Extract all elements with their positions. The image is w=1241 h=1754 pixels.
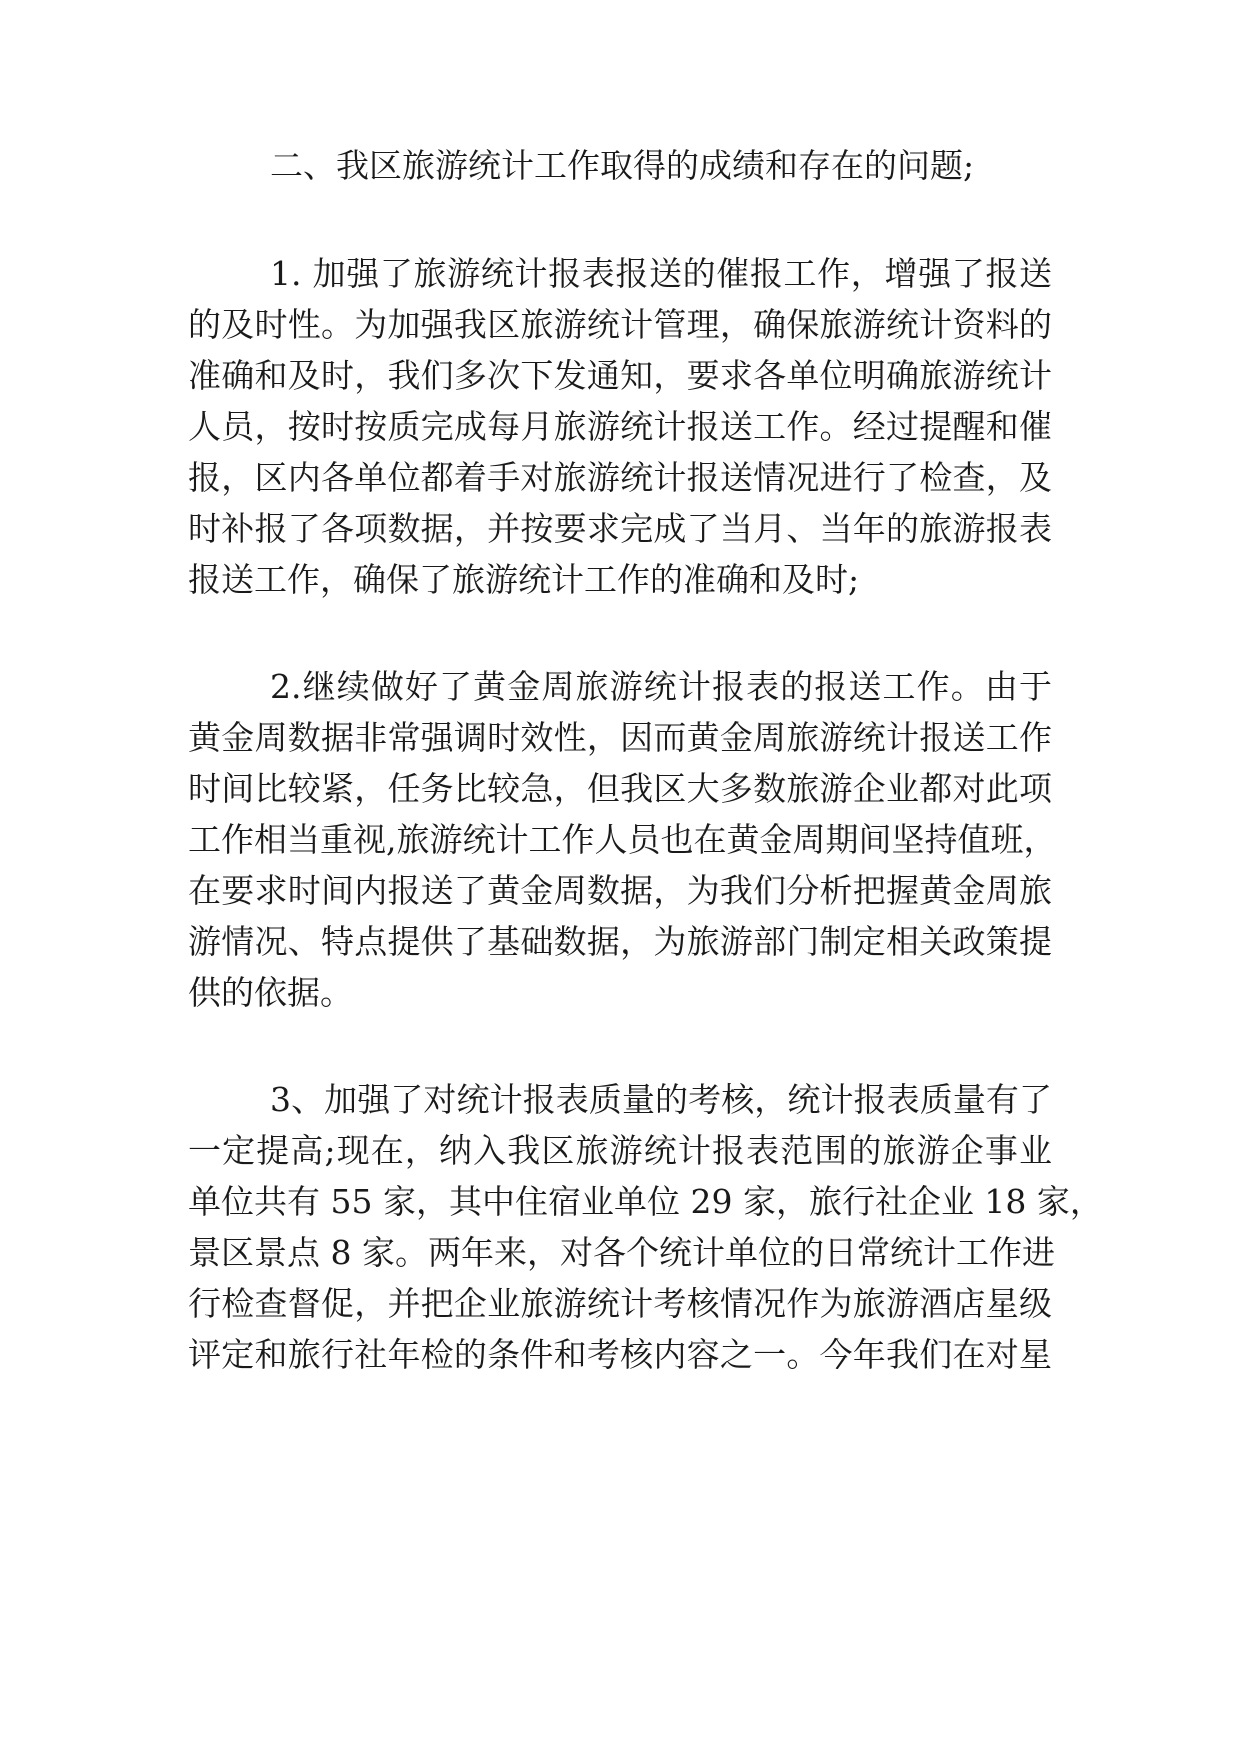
paragraph-3-line: 景区景点 8 家。两年来，对各个统计单位的日常统计工作进 — [188, 1233, 1055, 1272]
paragraph-3-line: 评定和旅行社年检的条件和考核内容之一。今年我们在对星 — [188, 1335, 1052, 1374]
paragraph-3-line: 3、加强了对统计报表质量的考核，统计报表质量有了 — [270, 1080, 1052, 1119]
paragraph-2-line: 2.继续做好了黄金周旅游统计报表的报送工作。由于 — [270, 667, 1052, 706]
paragraph-1-line: 报送工作，确保了旅游统计工作的准确和及时; — [188, 560, 860, 599]
paragraph-3-line: 单位共有 55 家，其中住宿业单位 29 家，旅行社企业 18 家， — [188, 1182, 1103, 1221]
paragraph-1-line: 1. 加强了旅游统计报表报送的催报工作，增强了报送 — [270, 254, 1052, 293]
paragraph-2-line: 在要求时间内报送了黄金周数据，为我们分析把握黄金周旅 — [188, 871, 1052, 910]
paragraph-3-line: 行检查督促，并把企业旅游统计考核情况作为旅游酒店星级 — [188, 1284, 1052, 1323]
paragraph-2-line: 工作相当重视,旅游统计工作人员也在黄金周期间坚持值班， — [188, 820, 1057, 859]
paragraph-2-line: 黄金周数据非常强调时效性，因而黄金周旅游统计报送工作 — [188, 718, 1052, 757]
paragraph-1-line: 报，区内各单位都着手对旅游统计报送情况进行了检查，及 — [188, 458, 1052, 497]
paragraph-1-line: 时补报了各项数据，并按要求完成了当月、当年的旅游报表 — [188, 509, 1052, 548]
paragraph-2-line: 供的依据。 — [188, 973, 353, 1012]
paragraph-2-line: 时间比较紧，任务比较急，但我区大多数旅游企业都对此项 — [188, 769, 1052, 808]
paragraph-1-line: 的及时性。为加强我区旅游统计管理，确保旅游统计资料的 — [188, 305, 1052, 344]
paragraph-1-line: 准确和及时，我们多次下发通知，要求各单位明确旅游统计 — [188, 356, 1052, 395]
paragraph-3-line: 一定提高;现在，纳入我区旅游统计报表范围的旅游企事业 — [188, 1131, 1052, 1170]
paragraph-2-line: 游情况、特点提供了基础数据，为旅游部门制定相关政策提 — [188, 922, 1052, 961]
paragraph-1-line: 人员，按时按质完成每月旅游统计报送工作。经过提醒和催 — [188, 407, 1052, 446]
section-heading: 二、我区旅游统计工作取得的成绩和存在的问题; — [270, 146, 975, 185]
